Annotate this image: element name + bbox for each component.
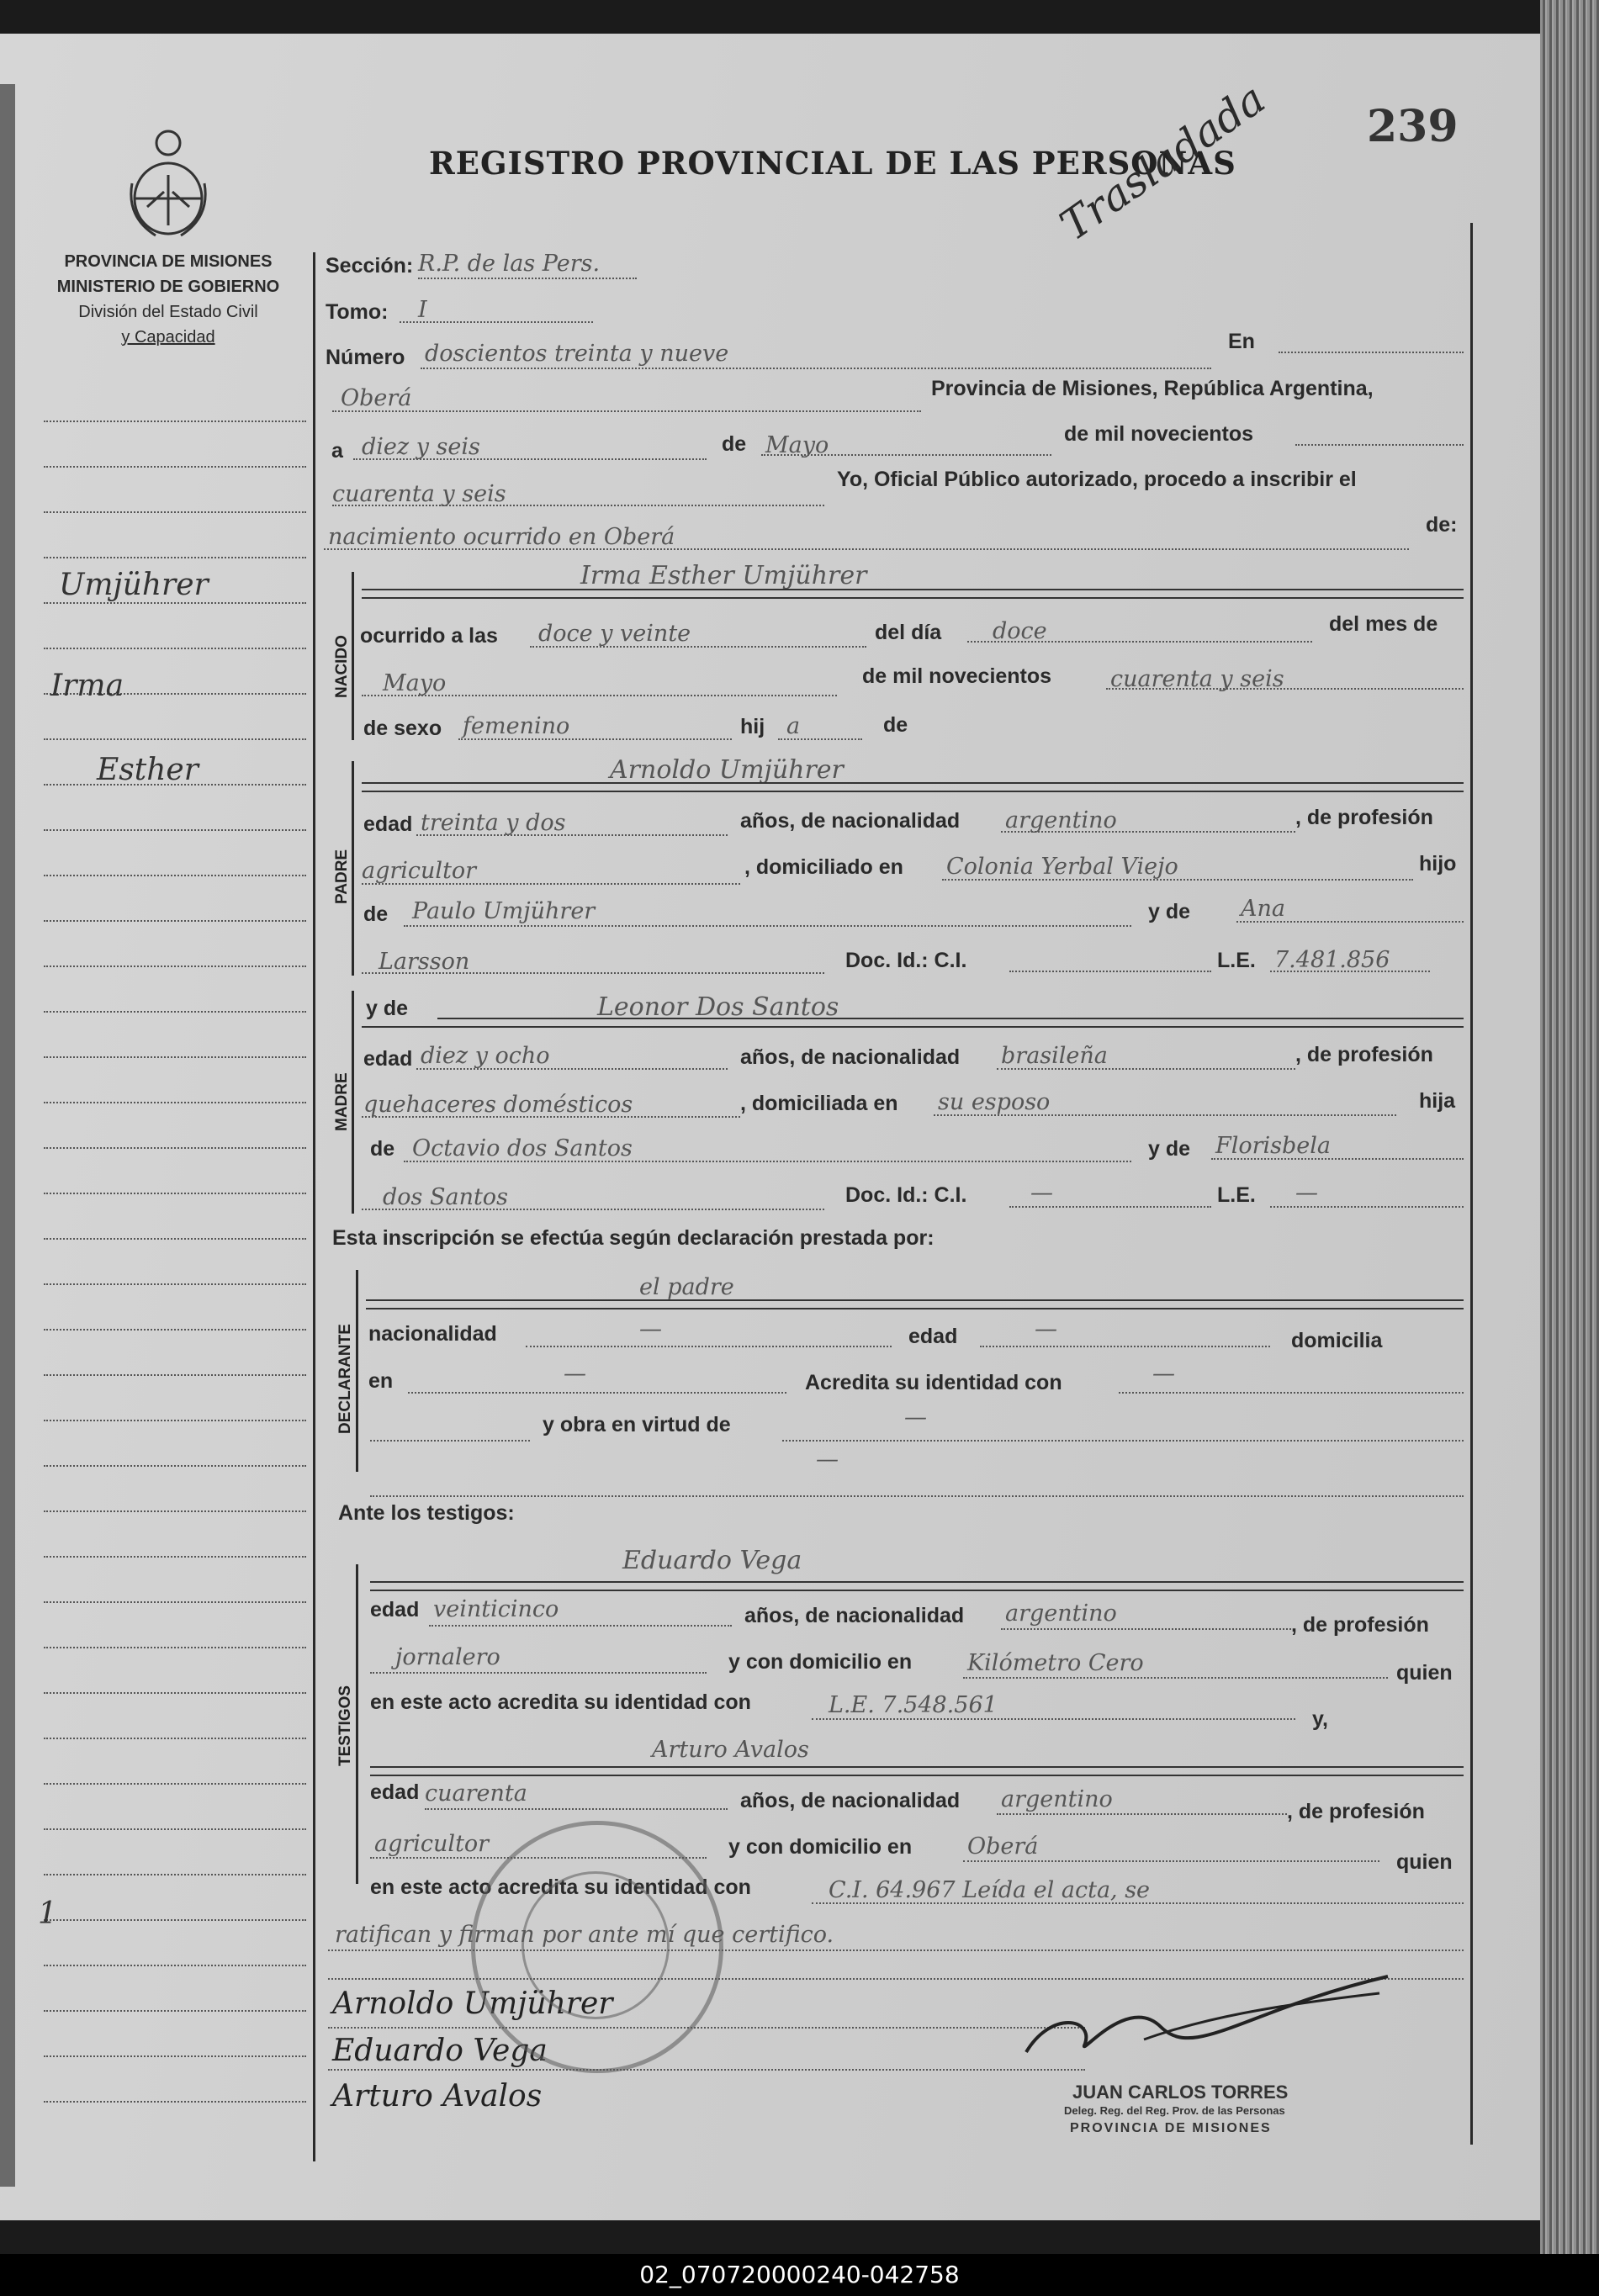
madre-edad: diez y ocho	[421, 1043, 550, 1069]
margin-rule	[44, 1601, 306, 1603]
rule	[429, 1625, 732, 1627]
madre-le: —	[1295, 1180, 1318, 1206]
margin-rule	[44, 602, 306, 604]
page-title: REGISTRO PROVINCIAL DE LAS PERSONAS	[429, 145, 1236, 182]
madre-nac-label: años, de nacionalidad	[740, 1045, 961, 1069]
madre-hija-label: hija	[1419, 1089, 1456, 1113]
margin-rule	[44, 1374, 306, 1376]
margin-second-name: Esther	[97, 753, 199, 787]
t2-dom: Oberá	[967, 1833, 1039, 1860]
t2-prof-label: , de profesión	[1287, 1800, 1425, 1823]
rule	[366, 1308, 1464, 1309]
testigos-intro: Ante los testigos:	[338, 1501, 515, 1525]
rule	[1001, 1628, 1291, 1630]
declarante-en: —	[564, 1361, 586, 1387]
oficial-text: Yo, Oficial Público autorizado, procedo a inscribir el	[837, 468, 1357, 491]
rule	[416, 1068, 728, 1070]
office-division: División del Estado Civil	[78, 303, 258, 321]
nacido-sexo: femenino	[463, 713, 570, 739]
t2-edad-label: edad	[370, 1780, 420, 1804]
rule	[404, 925, 1131, 927]
official-title: Deleg. Reg. del Reg. Prov. de las Personas	[1064, 2104, 1285, 2117]
padre-doc-label: Doc. Id.: C.I.	[845, 949, 967, 972]
margin-divider	[313, 252, 315, 2161]
image-id: 02_070720000240-042758	[639, 2261, 960, 2288]
padre-de-label: de	[363, 902, 389, 926]
madre-edad-label: edad	[363, 1047, 413, 1071]
rule	[1236, 921, 1464, 923]
margin-rule	[44, 965, 306, 967]
rule	[942, 879, 1413, 881]
margin-rule	[44, 1283, 306, 1285]
image-id-bar	[0, 2254, 1599, 2296]
margin-rule	[44, 1828, 306, 1830]
rule	[362, 1026, 1464, 1028]
padre-madre-de: Ana	[1241, 896, 1285, 922]
mes-value: Mayo	[765, 432, 829, 458]
padre-y-de-label: y de	[1148, 900, 1191, 923]
margin-rule	[44, 1874, 306, 1875]
t1-dom-label: y con domicilio en	[728, 1650, 913, 1674]
mil-label: de mil novecientos	[862, 664, 1052, 688]
rule	[370, 1766, 1464, 1768]
nacido-nombre: Irma Esther Umjührer	[580, 561, 867, 590]
rule	[362, 589, 1464, 590]
margin-rule	[44, 557, 306, 558]
provincia-text: Provincia de Misiones, República Argentina,	[931, 377, 1374, 400]
t2-doc: C.I. 64.967 Leída el acta, se	[829, 1877, 1151, 1903]
acredita-label: Acredita su identidad con	[805, 1371, 1062, 1394]
rule	[370, 1775, 1464, 1776]
rule	[458, 738, 732, 740]
section-rule	[352, 761, 354, 976]
folio-number: 239	[1367, 101, 1459, 152]
declarante-edad-label: edad	[908, 1325, 958, 1348]
t2-nac: argentino	[1001, 1786, 1113, 1812]
margin-rule	[44, 1011, 306, 1013]
declarante-extra: —	[816, 1447, 839, 1473]
rule	[782, 1440, 1464, 1442]
declarante-nac: —	[639, 1316, 662, 1342]
obra-label: y obra en virtud de	[543, 1413, 731, 1436]
signature-father: Arnoldo Umjührer	[332, 1987, 613, 2021]
anio-value: cuarenta y seis	[332, 481, 506, 507]
t1-prof-label: , de profesión	[1291, 1613, 1429, 1637]
rule	[362, 695, 837, 696]
t1-edad-label: edad	[370, 1598, 420, 1621]
margin-rule	[44, 1193, 306, 1194]
rule	[1009, 1206, 1211, 1208]
padre-nombre: Arnoldo Umjührer	[610, 755, 844, 785]
numero-label: Número	[326, 346, 405, 369]
cierre-text: ratifican y firman por ante mí que certifico.	[335, 1922, 834, 1948]
section-rule	[352, 572, 354, 740]
padre-dom-label: , domiciliado en	[744, 855, 903, 879]
rule	[400, 321, 593, 323]
margin-rule	[44, 2101, 306, 2103]
acto-value: nacimiento ocurrido en Oberá	[328, 524, 675, 550]
rule	[997, 1813, 1287, 1815]
t1-edad: veinticinco	[433, 1596, 559, 1622]
margin-rule	[44, 648, 306, 649]
de-colon: de:	[1426, 513, 1458, 537]
rule	[332, 410, 921, 412]
rule	[1009, 971, 1211, 972]
padre-prof-label: , de profesión	[1295, 806, 1433, 829]
rule	[408, 1392, 786, 1394]
t1-doc: L.E. 7.548.561	[829, 1692, 998, 1718]
nacido-anio: cuarenta y seis	[1110, 666, 1284, 692]
t2-edad: cuarenta	[425, 1780, 527, 1807]
rule	[362, 597, 1464, 599]
rule	[980, 1346, 1270, 1347]
margin-rule	[44, 1783, 306, 1785]
rule	[328, 2069, 1085, 2071]
rule	[332, 505, 824, 506]
margin-rule	[44, 1056, 306, 1058]
tomo-value: I	[418, 297, 427, 323]
t2-dom-label: y con domicilio en	[728, 1835, 913, 1859]
declarante-tag: DECLARANTE	[336, 1324, 354, 1434]
office-block	[34, 249, 303, 350]
padre-edad-label: edad	[363, 812, 413, 836]
padre-domicilio: Colonia Yerbal Viejo	[946, 854, 1178, 880]
padre-nac-label: años, de nacionalidad	[740, 809, 961, 833]
madre-dom-label: , domiciliada en	[740, 1092, 898, 1115]
official-signature	[993, 1960, 1396, 2069]
rule	[362, 1116, 740, 1118]
seccion-value: R.P. de las Pers.	[418, 251, 601, 277]
office-ministry: MINISTERIO DE GOBIERNO	[56, 278, 280, 296]
t1-acredita-label: en este acto acredita su identidad con	[370, 1690, 751, 1714]
testigo1-nombre: Eduardo Vega	[622, 1546, 802, 1575]
rule	[1270, 1206, 1464, 1208]
office-province: PROVINCIA DE MISIONES	[64, 252, 273, 271]
padre-edad: treinta y dos	[421, 810, 566, 836]
padre-profesion: agricultor	[362, 858, 477, 884]
rule	[934, 1114, 1396, 1116]
declarante-edad: —	[1035, 1316, 1057, 1342]
t2-nac-label: años, de nacionalidad	[740, 1789, 961, 1812]
rule	[761, 454, 1051, 456]
numero-value: doscientos treinta y nueve	[425, 341, 729, 367]
official-name: JUAN CARLOS TORRES	[1072, 2082, 1289, 2103]
rule	[370, 1581, 1464, 1583]
margin-rule	[44, 1238, 306, 1240]
madre-y-de2-label: y de	[1148, 1137, 1191, 1161]
testigo2-nombre: Arturo Avalos	[652, 1737, 809, 1763]
rule	[997, 1068, 1295, 1070]
rule	[324, 548, 1409, 550]
padre-nacionalidad: argentino	[1005, 807, 1117, 833]
rule	[812, 1902, 1464, 1904]
t1-quien: quien	[1396, 1661, 1453, 1685]
mil-text: de mil novecientos	[1064, 422, 1254, 446]
rule	[1106, 688, 1464, 690]
padre-padre-de: Paulo Umjührer	[412, 898, 596, 924]
margin-surname: Umjührer	[59, 568, 209, 602]
rule	[362, 883, 740, 885]
margin-rule	[44, 1329, 306, 1331]
margin-first-name: Irma	[50, 669, 124, 703]
margin-mark: 1	[38, 1897, 57, 1931]
margin-rule	[44, 466, 306, 468]
margin-rule	[44, 511, 306, 513]
margin-rule	[44, 1420, 306, 1421]
declarante-nombre: el padre	[639, 1274, 734, 1300]
book-spine	[0, 84, 15, 2187]
margin-rule	[44, 1147, 306, 1149]
official-province: PROVINCIA DE MISIONES	[1070, 2121, 1272, 2135]
del-mes-label: del mes de	[1329, 612, 1438, 636]
hij-label: hij	[740, 715, 765, 738]
declarante-dom-label: domicilia	[1291, 1329, 1383, 1352]
rule	[1211, 1158, 1464, 1160]
madre-prof-label: , de profesión	[1295, 1043, 1433, 1066]
rule	[362, 782, 1464, 784]
declarante-obra: —	[904, 1405, 927, 1431]
registry-stamp	[471, 1821, 723, 2073]
margin-rule	[44, 829, 306, 831]
t2-acredita-label: en este acto acredita su identidad con	[370, 1875, 751, 1899]
hij-suffix: a	[786, 713, 801, 739]
rule	[362, 1209, 824, 1210]
madre-padre-de: Octavio dos Santos	[412, 1135, 633, 1161]
rule	[437, 1018, 1464, 1019]
coat-of-arms-icon	[122, 124, 214, 242]
rule	[421, 368, 1211, 369]
rule	[370, 1590, 1464, 1591]
nacido-mes: Mayo	[383, 670, 447, 696]
margin-rule	[44, 1465, 306, 1467]
dia-value: diez y seis	[362, 434, 480, 460]
page-edges	[1540, 0, 1599, 2254]
rule	[1270, 971, 1430, 972]
nacido-hora: doce y veinte	[538, 621, 691, 647]
margin-rule	[44, 1738, 306, 1739]
madre-nombre: Leonor Dos Santos	[597, 992, 839, 1022]
nacido-dia: doce	[993, 618, 1047, 644]
register-page	[0, 34, 1548, 2220]
rule	[362, 791, 1464, 792]
margin-rule	[44, 1556, 306, 1558]
rule	[778, 738, 862, 740]
rule	[425, 1808, 728, 1810]
padre-tag: PADRE	[333, 849, 351, 904]
margin-rule	[44, 2010, 306, 2012]
madre-nacionalidad: brasileña	[1001, 1043, 1108, 1069]
rule	[1119, 1392, 1464, 1394]
rule	[416, 834, 728, 836]
rule	[967, 641, 1312, 643]
margin-rule	[44, 738, 306, 740]
seccion-label: Sección:	[326, 254, 414, 278]
sexo-label: de sexo	[363, 717, 442, 740]
rule	[1001, 831, 1295, 833]
rule	[963, 1860, 1379, 1862]
margin-rule	[44, 421, 306, 422]
rule	[404, 1161, 1131, 1162]
rule	[362, 972, 824, 974]
madre-domicilio: su esposo	[938, 1089, 1051, 1115]
rule	[366, 1299, 1464, 1301]
t1-nac-label: años, de nacionalidad	[744, 1604, 965, 1627]
rule	[530, 646, 866, 648]
section-rule	[356, 1270, 358, 1472]
madre-profesion: quehaceres domésticos	[363, 1092, 633, 1118]
rule	[370, 1672, 707, 1674]
margin-rule	[44, 920, 306, 922]
rule	[370, 1440, 530, 1442]
section-rule	[352, 991, 354, 1214]
nacido-de-label: de	[883, 713, 908, 737]
padre-le: 7.481.856	[1274, 947, 1390, 973]
rule	[812, 1718, 1295, 1720]
margin-rule	[44, 1510, 306, 1512]
margin-rule	[44, 1692, 306, 1694]
margin-rule	[44, 2055, 306, 2057]
madre-madre-de2: dos Santos	[383, 1184, 508, 1210]
signature-witness-2: Arturo Avalos	[332, 2079, 543, 2113]
padre-madre-de2: Larsson	[379, 949, 470, 975]
declarante-acredita: —	[1152, 1361, 1175, 1387]
t1-prof: jornalero	[395, 1644, 500, 1670]
declarante-en-label: en	[368, 1369, 394, 1393]
madre-le-label: L.E.	[1217, 1183, 1256, 1207]
rule	[418, 278, 637, 279]
del-dia-label: del día	[875, 621, 942, 644]
testigos-tag: TESTIGOS	[336, 1685, 354, 1766]
rule	[1295, 444, 1464, 446]
rule	[526, 1346, 892, 1347]
de-label: de	[722, 432, 747, 456]
rule	[1279, 352, 1464, 353]
declarante-nac-label: nacionalidad	[368, 1322, 497, 1346]
madre-y-de-label: y de	[366, 997, 409, 1020]
en-label: En	[1228, 330, 1255, 353]
ocurrido-label: ocurrido a las	[360, 624, 498, 648]
margin-rule	[44, 1965, 306, 1966]
madre-madre-de: Florisbela	[1215, 1133, 1332, 1159]
rule	[353, 458, 707, 460]
t1-y: y,	[1312, 1707, 1328, 1731]
t1-dom: Kilómetro Cero	[967, 1650, 1144, 1676]
declarante-intro: Esta inscripción se efectúa según declaración prestada por:	[332, 1226, 935, 1250]
margin-rule	[44, 1647, 306, 1648]
t2-quien: quien	[1396, 1850, 1453, 1874]
right-rule	[1470, 223, 1473, 2145]
madre-doc-label: Doc. Id.: C.I.	[845, 1183, 967, 1207]
signature-witness-1: Eduardo Vega	[332, 2034, 548, 2068]
margin-rule	[44, 1919, 306, 1921]
office-capacity: y Capacidad	[121, 328, 215, 347]
nacido-tag: NACIDO	[333, 635, 351, 698]
madre-de-label: de	[370, 1137, 395, 1161]
a-label: a	[331, 439, 343, 463]
margin-rule	[44, 875, 306, 876]
lugar-value: Oberá	[341, 385, 412, 411]
madre-tag: MADRE	[333, 1072, 351, 1131]
section-rule	[356, 1564, 358, 1884]
margin-rule	[44, 1102, 306, 1103]
rule	[370, 1495, 1464, 1497]
padre-le-label: L.E.	[1217, 949, 1256, 972]
tomo-label: Tomo:	[326, 300, 389, 324]
rule	[328, 2027, 1085, 2029]
t2-prof: agricultor	[374, 1831, 490, 1857]
transfer-annotation: Trasladada	[1051, 74, 1274, 251]
rule	[963, 1677, 1388, 1679]
madre-ci: —	[1030, 1180, 1053, 1206]
t1-nac: argentino	[1005, 1600, 1117, 1627]
padre-hijo-label: hijo	[1419, 852, 1457, 876]
